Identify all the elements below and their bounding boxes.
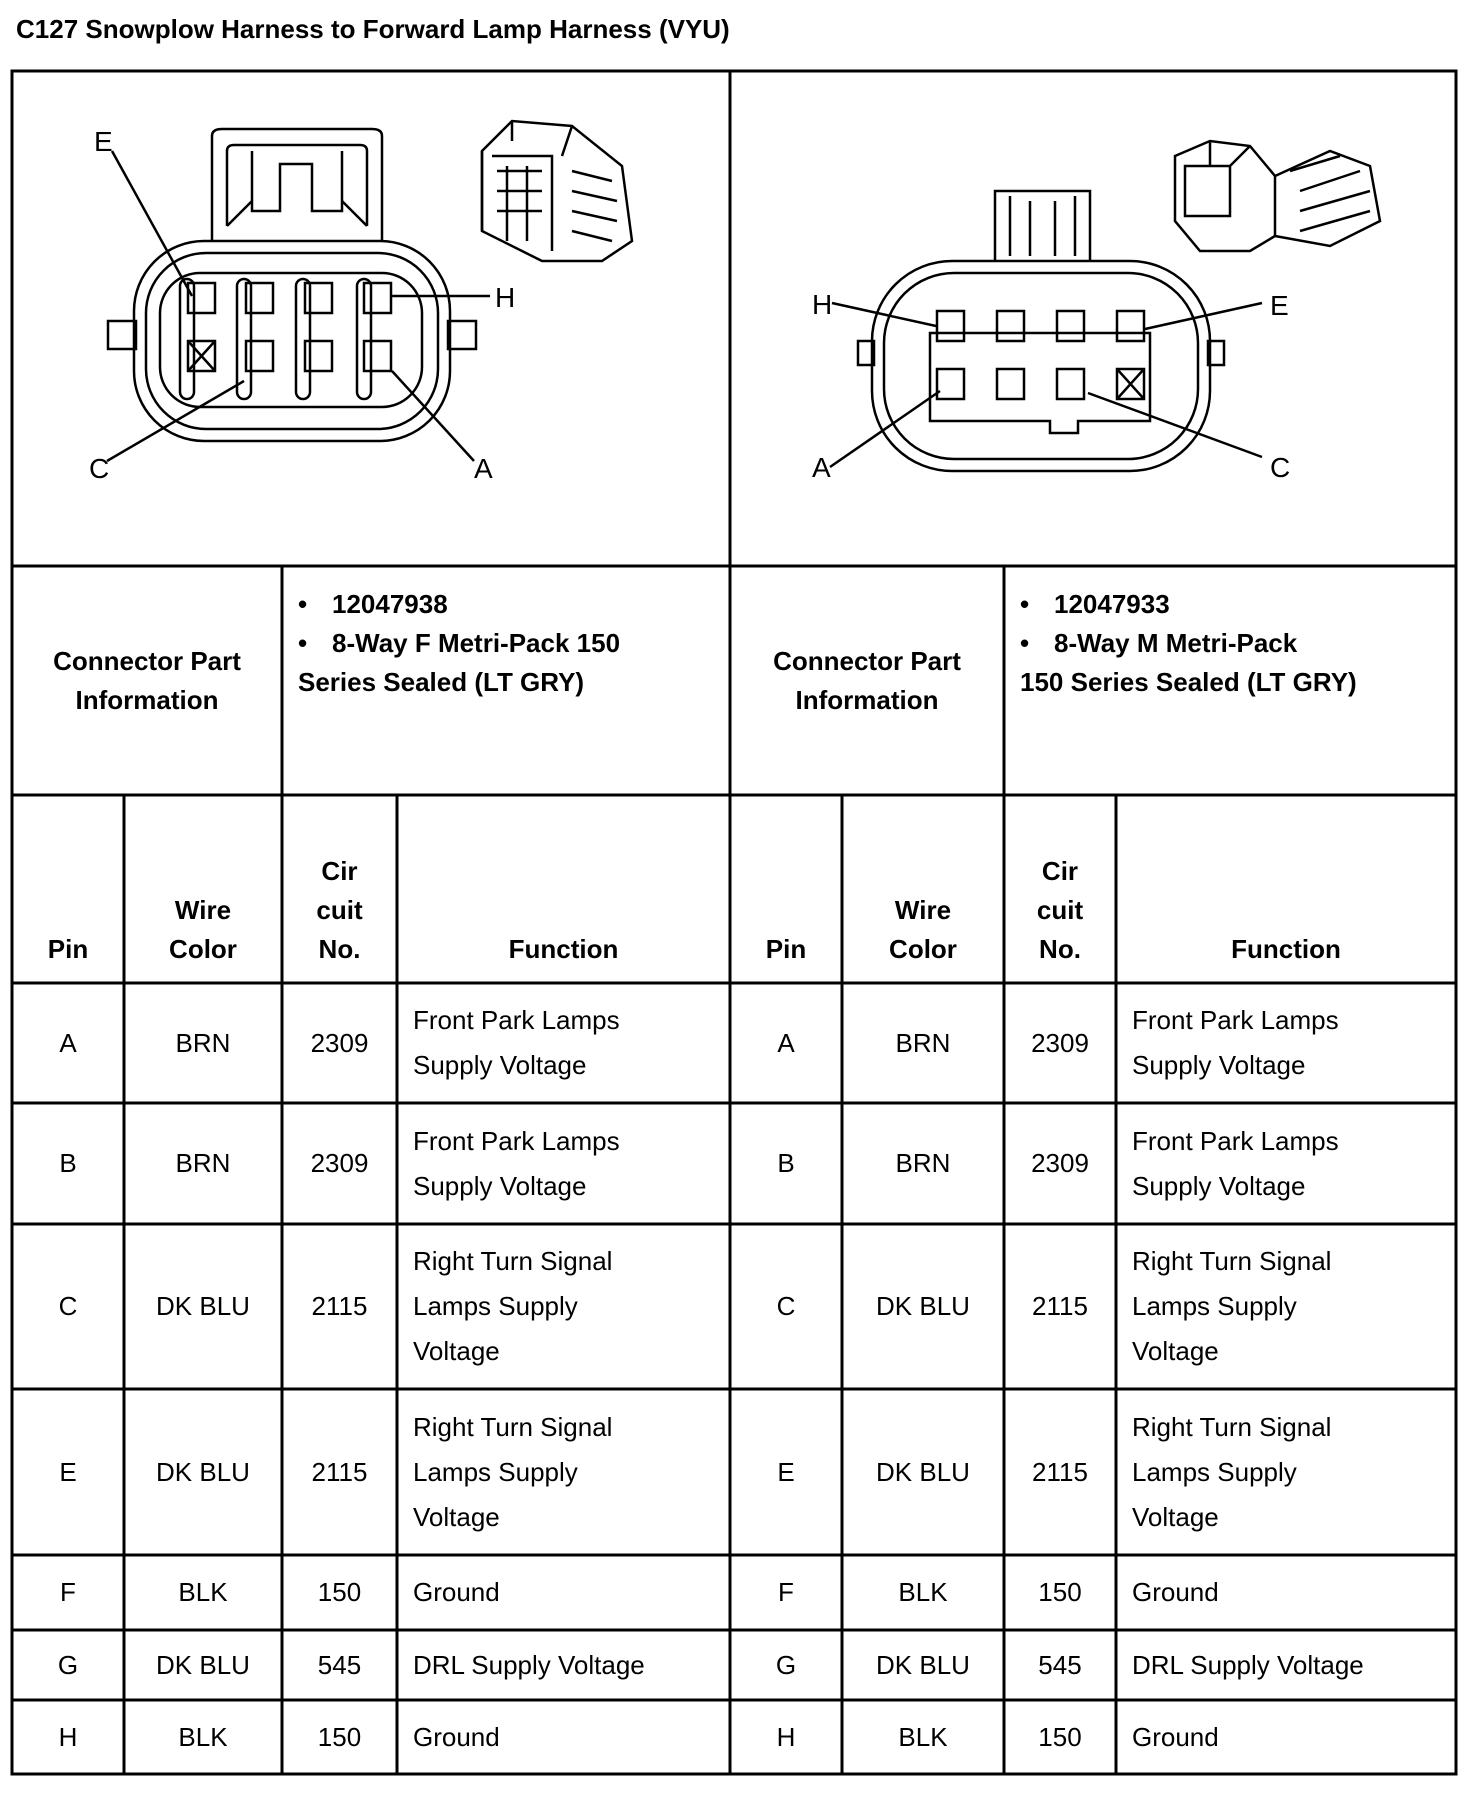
connector-part-info-heading xyxy=(12,566,282,795)
function-line: DRL Supply Voltage xyxy=(1132,1649,1364,1680)
cell-circuit: 545 xyxy=(1038,1649,1082,1680)
cell-pin: B xyxy=(777,1148,795,1178)
header-line: cuit xyxy=(1036,895,1084,925)
pin-label-h: H xyxy=(495,282,516,313)
function-line: Supply Voltage xyxy=(413,1170,587,1201)
male-connector-drawing xyxy=(730,71,1456,566)
cell-function xyxy=(1116,1555,1456,1630)
function-line: Ground xyxy=(413,1577,500,1607)
function-line: Lamps Supply xyxy=(1132,1291,1297,1321)
cell-pin: B xyxy=(59,1148,77,1178)
part-number: 12047933 xyxy=(1054,589,1170,619)
function-line: Voltage xyxy=(413,1501,500,1532)
part-number: 12047938 xyxy=(332,589,448,619)
function-line: Right Turn Signal xyxy=(1132,1411,1332,1442)
header-line: Color xyxy=(889,934,957,964)
description-item: • 8-Way M Metri-Pack xyxy=(1020,628,1298,658)
function-line: Ground xyxy=(413,1721,500,1752)
cell-wire-color: BRN xyxy=(895,1148,951,1178)
function-line: Right Turn Signal xyxy=(413,1411,613,1442)
info-heading-line: Connector Part xyxy=(773,645,961,676)
cell-pin: A xyxy=(777,1027,795,1058)
cell-pin: H xyxy=(776,1721,796,1752)
cell-pin: H xyxy=(58,1721,78,1752)
cell-circuit: 2309 xyxy=(1031,1148,1089,1178)
header-line: No. xyxy=(1039,934,1081,964)
info-heading-line: Information xyxy=(75,684,219,715)
function-line: DRL Supply Voltage xyxy=(413,1649,645,1680)
description-continuation: Series Sealed (LT GRY) xyxy=(298,667,585,697)
header-circuit-no xyxy=(282,795,397,983)
header-function: Function xyxy=(508,934,619,964)
header-pin: Pin xyxy=(47,934,89,964)
pin-label-a: A xyxy=(474,453,493,484)
pin-label-h: H xyxy=(812,289,833,320)
cell-function xyxy=(397,1224,730,1389)
function-line: Front Park Lamps xyxy=(1132,1125,1339,1156)
function-line: Front Park Lamps xyxy=(1132,1005,1339,1035)
cell-function xyxy=(1116,1389,1456,1555)
header-line: Color xyxy=(169,934,237,964)
cell-function xyxy=(397,1630,730,1700)
function-line: Front Park Lamps xyxy=(413,1005,620,1035)
pin-label-c: C xyxy=(1270,452,1291,483)
cell-function xyxy=(397,1700,730,1774)
function-line: Ground xyxy=(1132,1577,1219,1607)
cell-circuit: 2309 xyxy=(310,1148,369,1178)
female-connector-drawing xyxy=(12,71,730,566)
header-line: Wire xyxy=(174,895,232,925)
cell-pin: G xyxy=(775,1649,797,1680)
function-line: Voltage xyxy=(1132,1501,1219,1532)
description-line: 8-Way M Metri-Pack xyxy=(1054,628,1298,658)
cell-function xyxy=(1116,1224,1456,1389)
cell-pin: C xyxy=(776,1291,796,1321)
cell-pin: A xyxy=(59,1027,77,1058)
female-connector-diagram xyxy=(12,71,730,566)
cell-wire-color: BLK xyxy=(178,1577,228,1607)
cell-wire-color: DK BLU xyxy=(156,1291,250,1321)
cell-pin: C xyxy=(58,1291,78,1321)
cell-circuit: 150 xyxy=(1038,1577,1082,1607)
cell-pin: E xyxy=(59,1456,77,1487)
cell-function xyxy=(397,983,730,1103)
pin-label-e: E xyxy=(1270,290,1289,321)
function-line: Lamps Supply xyxy=(413,1291,578,1321)
cell-function xyxy=(1116,983,1456,1103)
header-wire-color xyxy=(842,795,1004,983)
cell-circuit: 2309 xyxy=(310,1027,369,1058)
header-wire-color xyxy=(124,795,282,983)
description-continuation: 150 Series Sealed (LT GRY) xyxy=(1020,667,1357,697)
cell-pin: F xyxy=(60,1577,76,1607)
function-line: Right Turn Signal xyxy=(1132,1246,1332,1276)
cell-wire-color: BLK xyxy=(178,1721,228,1752)
cell-function xyxy=(397,1103,730,1224)
cell-wire-color: BLK xyxy=(898,1577,948,1607)
function-line: Lamps Supply xyxy=(1132,1456,1297,1487)
cell-wire-color: DK BLU xyxy=(876,1291,970,1321)
cell-wire-color: BLK xyxy=(898,1721,948,1752)
cell-pin: E xyxy=(777,1456,795,1487)
pin-label-c: C xyxy=(89,453,110,484)
cell-circuit: 2115 xyxy=(311,1291,368,1321)
cell-wire-color: BRN xyxy=(175,1148,231,1178)
header-line: Cir xyxy=(321,856,358,886)
header-function: Function xyxy=(1231,934,1341,964)
cell-circuit: 2115 xyxy=(311,1456,368,1487)
description-item: • 8-Way F Metri-Pack 150 xyxy=(298,628,621,658)
info-heading-line: Connector Part xyxy=(53,645,241,676)
cell-pin: G xyxy=(57,1649,79,1680)
cell-wire-color: DK BLU xyxy=(876,1456,970,1487)
function-line: Supply Voltage xyxy=(1132,1170,1306,1201)
header-line: No. xyxy=(318,934,361,964)
cell-wire-color: DK BLU xyxy=(156,1456,250,1487)
male-connector-diagram xyxy=(730,71,1456,566)
function-line: Supply Voltage xyxy=(413,1050,587,1080)
info-heading-line: Information xyxy=(795,684,939,715)
cell-circuit: 545 xyxy=(317,1649,362,1680)
cell-wire-color: DK BLU xyxy=(876,1649,970,1680)
part-number-item: • 12047933 xyxy=(1020,589,1170,619)
connector-part-info xyxy=(282,585,730,702)
cell-function xyxy=(1116,1630,1456,1700)
function-line: Front Park Lamps xyxy=(413,1125,620,1156)
header-line: Wire xyxy=(894,895,952,925)
cell-circuit: 2115 xyxy=(1032,1456,1088,1487)
function-line: Supply Voltage xyxy=(1132,1050,1306,1080)
header-line: cuit xyxy=(316,895,363,925)
pin-label-a: A xyxy=(812,452,831,483)
part-number-item: • 12047938 xyxy=(298,589,448,619)
function-line: Ground xyxy=(1132,1721,1219,1752)
connector-part-info xyxy=(1004,585,1456,702)
cell-circuit: 150 xyxy=(1038,1721,1082,1752)
cell-circuit: 150 xyxy=(317,1577,362,1607)
function-line: Voltage xyxy=(413,1336,500,1366)
function-line: Voltage xyxy=(1132,1336,1219,1366)
header-pin: Pin xyxy=(765,934,807,964)
cell-circuit: 2115 xyxy=(1032,1291,1088,1321)
header-circuit-no xyxy=(1004,795,1116,983)
connector-part-info-heading xyxy=(730,566,1004,795)
cell-function xyxy=(1116,1700,1456,1774)
cell-function xyxy=(1116,1103,1456,1224)
header-line: Cir xyxy=(1041,856,1079,886)
cell-function xyxy=(397,1389,730,1555)
cell-wire-color: BRN xyxy=(175,1027,231,1058)
document-title: C127 Snowplow Harness to Forward Lamp Harness (VYU) xyxy=(16,14,730,44)
cell-pin: F xyxy=(778,1577,794,1607)
cell-circuit: 150 xyxy=(317,1721,362,1752)
cell-wire-color: DK BLU xyxy=(156,1649,250,1680)
cell-circuit: 2309 xyxy=(1031,1027,1089,1058)
function-line: Right Turn Signal xyxy=(413,1246,613,1276)
description-line: 8-Way F Metri-Pack 150 xyxy=(332,628,621,658)
cell-function xyxy=(397,1555,730,1630)
pin-label-e: E xyxy=(94,126,113,157)
function-line: Lamps Supply xyxy=(413,1456,578,1487)
cell-wire-color: BRN xyxy=(895,1027,951,1058)
